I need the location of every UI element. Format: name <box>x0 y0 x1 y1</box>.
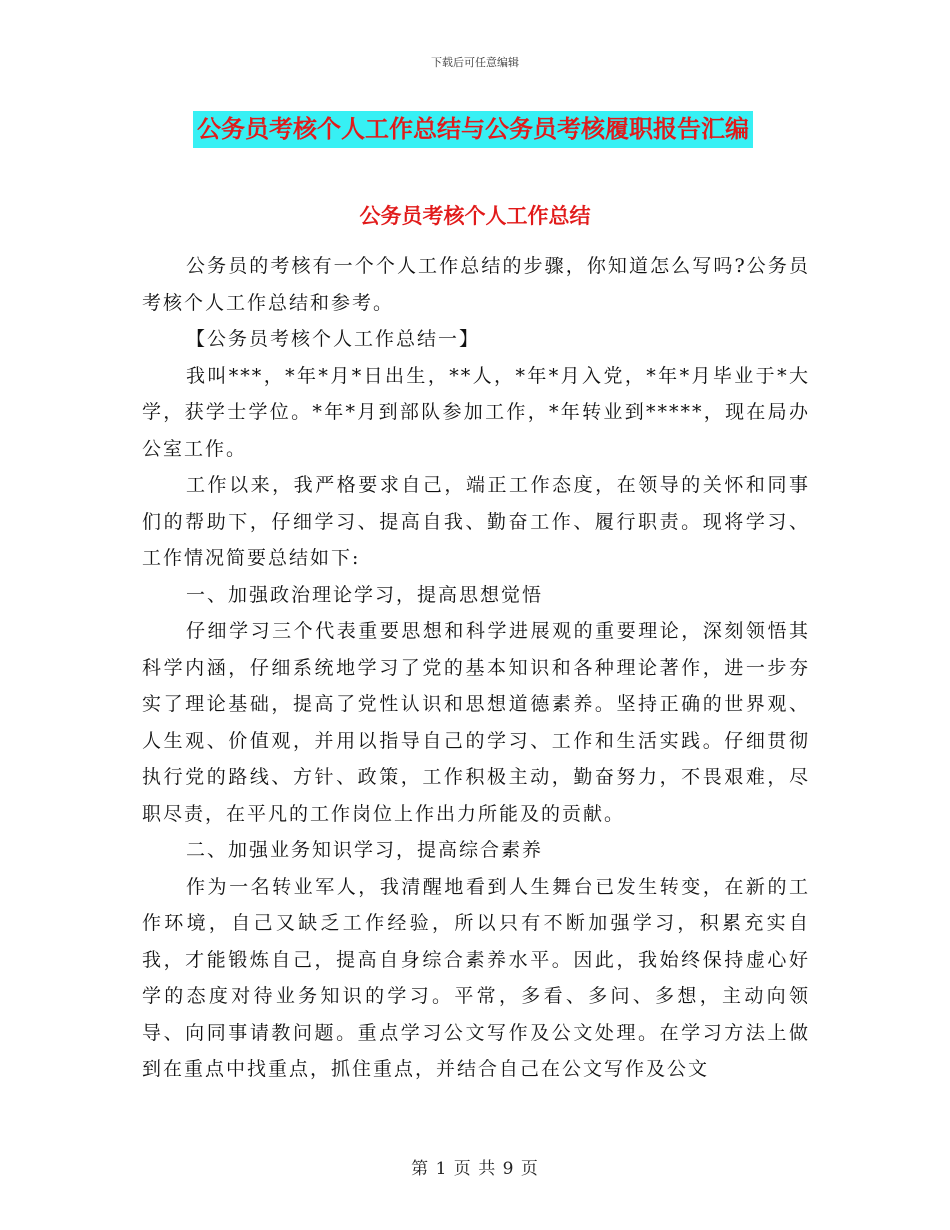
paragraph-heading-professional-study: 二、加强业务知识学习，提高综合素养 <box>186 839 544 861</box>
document-body <box>142 248 810 1088</box>
header-note: 下载后可任意编辑 <box>431 56 519 69</box>
document-title: 公务员考核个人工作总结与公务员考核履职报告汇编 <box>193 111 753 148</box>
paragraph-intro: 公务员的考核有一个个人工作总结的步骤，你知道怎么写吗?公务员考核个人工作总结和参考。 <box>142 255 810 314</box>
section-title: 公务员考核个人工作总结 <box>359 204 591 228</box>
paragraph-personal-info: 我叫***，*年*月*日出生，**人，*年*月入党，*年*月毕业于*大学，获学士学位。*年*月到部队参加工作，*年转业到*****，现在局办公室工作。 <box>142 364 810 460</box>
page-number-footer: 第 1 页 共 9 页 <box>411 1159 539 1179</box>
paragraph-heading-political-study: 一、加强政治理论学习，提高思想觉悟 <box>186 583 544 606</box>
paragraph-work-attitude: 工作以来，我严格要求自己，端正工作态度，在领导的关怀和同事们的帮助下，仔细学习、提高自我、勤奋工作、履行职责。现将学习、工作情况简要总结如下: <box>142 474 810 569</box>
paragraph-professional-study: 作为一名转业军人，我清醒地看到人生舞台已发生转变，在新的工作环境，自己又缺乏工作经验，所以只有不断加强学习，积累充实自我，才能锻炼自己，提高自身综合素养水平。因此，我始终保持虚心好学的态度对待业务知识的学习。平常，多看、多问、多想，主动向领导、向同事请教问题。重点学习公文写作及公文处理。在学习方法上做到在重点中找重点，抓住重点，并结合自己在公文写作及公文 <box>142 875 810 1080</box>
paragraph-subheading-example-1: 【公务员考核个人工作总结一】 <box>186 328 481 350</box>
paragraph-political-study: 仔细学习三个代表重要思想和科学进展观的重要理论，深刻领悟其科学内涵，仔细系统地学习了党的基本知识和各种理论著作，进一步夯实了理论基础，提高了党性认识和思想道德素养。坚持正确的世界观、人生观、价值观，并用以指导自己的学习、工作和生活实践。仔细贯彻执行党的路线、方针、政策，工作积极主动，勤奋努力，不畏艰难，尽职尽责，在平凡的工作岗位上作出力所能及的贡献。 <box>142 620 810 825</box>
